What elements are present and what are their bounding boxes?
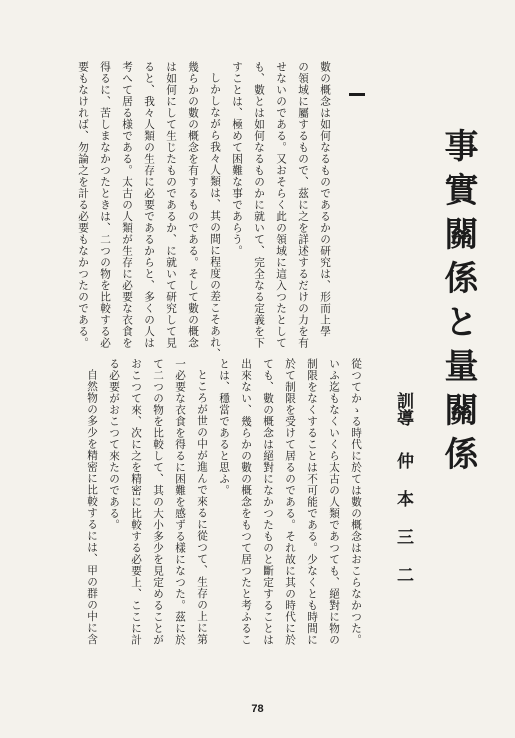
upper-column: ると、我々人類の生存に必要であるからと、多くの人は [143, 61, 155, 349]
lower-column: ところが世の中が進んで來るに從つて、生存の上に第 [196, 369, 208, 645]
upper-column: 幾らかの數の概念を有するものである。そして數の概念 [187, 61, 199, 349]
lower-column: 於て制限を受けて居るのである。それ故に其の時代に於 [284, 358, 296, 646]
lower-column: 制限をなくすることは不可能である。少なくとも時間に [306, 358, 318, 646]
lower-column: る必要がおこつて來たのである。 [108, 358, 120, 531]
lower-column: 一必要な衣食を得るに困難を感ずる樣になつた。茲に於 [174, 358, 186, 646]
upper-column: 數の概念は如何なるものであるかの研究は、形而上學 [319, 61, 331, 337]
lower-column: 自然物の多少を精密に比較するには、甲の群の中に含 [86, 369, 98, 645]
upper-column: せないのである。又おそらく此の領域に這入つたとして [275, 61, 287, 349]
lower-column: いふ迄もなくいくら太古の人類であつても、絕對に物の [328, 358, 340, 646]
section-number-mark [349, 93, 365, 96]
byline-prefix: 訓導 [393, 392, 413, 426]
lower-column: て二つの物を比較して、其の大小多少を見定めることが [152, 358, 164, 646]
upper-column: は如何にして生じたものであるか、に就いて研究して見 [165, 61, 177, 349]
author-name: 仲本三二 [393, 452, 413, 604]
lower-column: 從つてかゝる時代に於ては數の概念はおこらなかつた。 [350, 358, 362, 646]
upper-column: 要もなければ、勿論之を計る必要もなかつたのである。 [77, 61, 89, 349]
upper-column: 考へて居る様である。太古の人類が生存に必要な衣食を [121, 61, 133, 349]
upper-column: も、數とは如何なるものかに就いて、完全なる定義を下 [253, 61, 265, 349]
lower-column: とは、穩當であると思ふ。 [218, 358, 230, 496]
lower-column: 出來ない、幾らかの數の概念をもつて居つたと考ふるこ [240, 358, 252, 646]
upper-column: すことは、極めて困難な事であらう。 [231, 61, 243, 257]
lower-column: おこつて來、次に之を精密に比較する必要上、ここに計 [130, 358, 142, 646]
upper-column: 得るに、苦しまなかつたときは、二つの物を比較する必 [99, 61, 111, 349]
page-number: 78 [251, 703, 264, 715]
lower-column: ても、數の概念は絕對になかつたものと斷定することは [262, 358, 274, 646]
upper-column: の領域に屬するもので、茲に之を詳述するだけの力を有 [297, 61, 309, 349]
upper-column: しかしながら我々人類は、其の間に程度の差こそあれ、 [209, 72, 221, 360]
article-title: 事實關係と量關係 [438, 128, 478, 480]
